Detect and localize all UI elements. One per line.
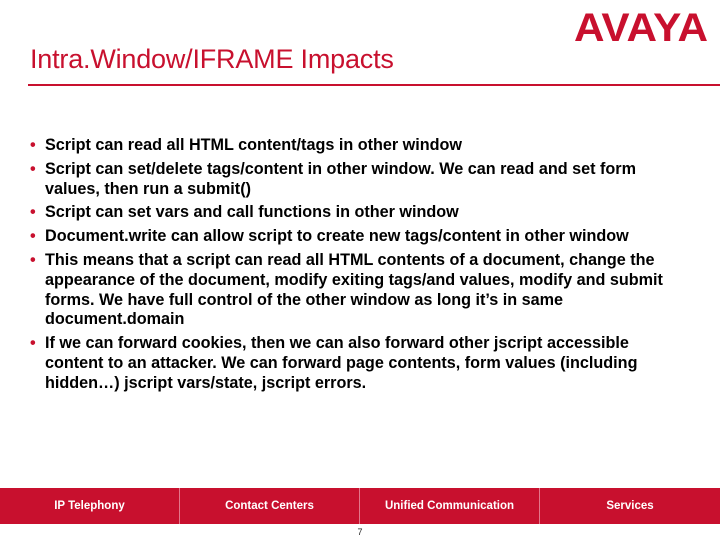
bullet-item: [30, 203, 690, 223]
bullet-text: Document.write can allow script to create new tags/content in other window: [45, 227, 629, 246]
bullet-item: [30, 160, 690, 200]
bullet-dot-icon: •: [30, 227, 36, 246]
bullet-dot-icon: •: [30, 250, 36, 269]
logo-text: AVAYA: [574, 6, 708, 48]
avaya-logo: [574, 4, 710, 48]
nav-ip-telephony[interactable]: IP Telephony: [0, 488, 180, 524]
bullet-item: [30, 136, 690, 156]
bullet-list: [30, 136, 690, 398]
footer-nav-bar: [0, 488, 720, 524]
bullet-text: Script can read all HTML content/tags in other window: [45, 136, 463, 154]
nav-unified-communication[interactable]: Unified Communication: [360, 488, 540, 524]
bullet-item: [30, 334, 690, 393]
bullet-dot-icon: •: [30, 203, 36, 222]
bullet-dot-icon: •: [30, 136, 36, 154]
page-number: 7: [357, 527, 363, 537]
bullet-dot-icon: •: [30, 159, 36, 178]
bullet-text: If we can forward cookies, then we can also forward other jscript accessible content to an attacker. We can forward page contents, form values (including hidden…) jscript vars/state, jscript errors.: [45, 334, 638, 392]
slide-title: Intra.Window/IFRAME Impacts: [30, 44, 394, 74]
nav-services[interactable]: Services: [606, 500, 654, 512]
bullet-dot-icon: •: [30, 334, 36, 353]
bullet-text: Script can set/delete tags/content in other window. We can read and set form values, then run a submit(): [45, 159, 636, 198]
nav-contact-centers[interactable]: Contact Centers: [180, 488, 360, 524]
bullet-text: Script can set vars and call functions in other window: [45, 203, 459, 222]
bullet-text: This means that a script can read all HTML contents of a document, change the appearance of the document, modify exiting tags/and values, modify and submit forms. We have full control of the other window as long it’s in same document.domain: [45, 250, 663, 329]
title-divider: [28, 84, 720, 86]
bullet-item: [30, 227, 690, 247]
bullet-item: [30, 251, 690, 330]
